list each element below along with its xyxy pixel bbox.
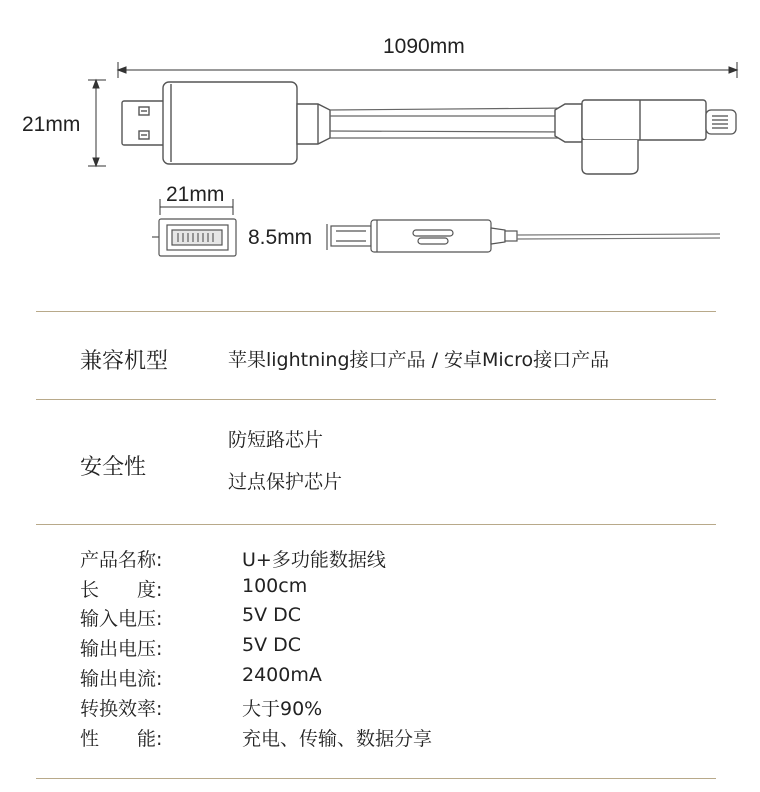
usb-end-view (152, 219, 236, 256)
spec-value-efficiency: 大于90% (242, 698, 323, 720)
safety-item-2: 过点保护芯片 (228, 471, 343, 493)
spec-label-length: 长 度: (80, 579, 163, 601)
spec-value-output-current: 2400mA (242, 664, 322, 686)
spec-value-length: 100cm (242, 575, 308, 597)
length-dimension (118, 62, 737, 78)
strain-relief-left (297, 104, 330, 144)
spec-value-input-voltage: 5V DC (242, 604, 302, 626)
spec-label-input-voltage: 输入电压: (80, 608, 163, 630)
connector-thickness-label: 8.5mm (248, 226, 313, 249)
spec-label-name: 产品名称: (80, 549, 163, 571)
height-dimension-label: 21mm (22, 113, 81, 136)
flat-cable (330, 108, 574, 138)
compat-value: 苹果lightning接口产品 / 安卓Micro接口产品 (228, 349, 610, 371)
divider-3 (36, 524, 716, 525)
spec-value-output-voltage: 5V DC (242, 634, 302, 656)
divider-2 (36, 399, 716, 400)
usb-a-connector (122, 101, 166, 145)
divider-4 (36, 778, 716, 779)
spec-value-name: U+多功能数据线 (242, 549, 386, 571)
height-dimension (88, 80, 106, 166)
spec-label-performance: 性 能: (80, 728, 163, 750)
connector-width-label: 21mm (166, 183, 225, 206)
cable-drawing (0, 0, 760, 300)
spec-label-output-voltage: 输出电压: (80, 638, 163, 660)
usb-housing (163, 82, 297, 164)
length-dimension-label: 1090mm (383, 35, 465, 58)
spec-label-output-current: 输出电流: (80, 668, 163, 690)
side-view-cable (517, 234, 720, 239)
spec-value-performance: 充电、传输、数据分享 (242, 728, 433, 750)
strain-relief-right (555, 104, 582, 142)
dual-head-connector (582, 100, 706, 174)
safety-label: 安全性 (80, 455, 147, 480)
compat-label: 兼容机型 (80, 349, 169, 374)
safety-item-1: 防短路芯片 (228, 429, 324, 451)
lightning-tip (706, 110, 736, 134)
spec-label-efficiency: 转换效率: (80, 698, 163, 720)
divider-1 (36, 311, 716, 312)
side-view-connector (331, 220, 517, 252)
